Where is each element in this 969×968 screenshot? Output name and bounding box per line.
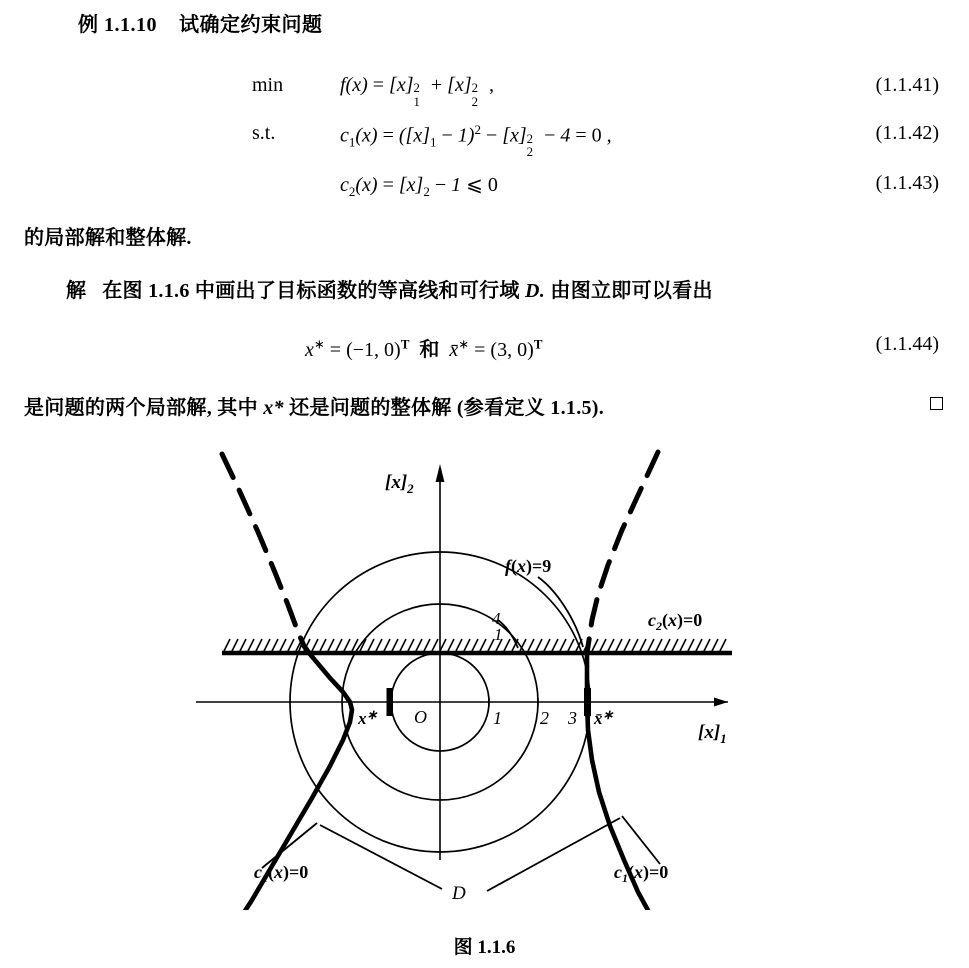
equation-body-1144: x∗ = (−1, 0)$^T$ 和 x̄∗ = (3, 0)$^T$ <box>305 336 543 361</box>
label-c2: $c_2(x)=0$ <box>648 610 703 633</box>
figure-1-1-6 <box>0 440 969 968</box>
example-heading <box>78 8 323 37</box>
equation-tag-1141: (1.1.41) <box>875 74 939 96</box>
label-c1-left: $c_1(x)=0$ <box>254 862 309 885</box>
equation-row-1144 <box>0 333 969 367</box>
constraint-c2-line <box>222 639 732 653</box>
marker-x-star <box>387 688 394 716</box>
solution-label: 解 <box>66 280 87 302</box>
equation-tag-1143: (1.1.43) <box>875 172 939 194</box>
contour-label-1: 1 <box>494 625 503 644</box>
label-feasible-region: D <box>452 883 466 904</box>
equation-body-1142: $c_1(x) = ([x]_1 - 1)^2 - [x]$ 2 2 − 4 = 0 , <box>340 122 612 160</box>
solution-text-a: 在图 1.1.6 中画出了目标函数的等高线和可行域 <box>102 280 520 302</box>
y-axis-label: $[x]_2$ <box>385 472 414 496</box>
body-line-1: 的局部解和整体解. <box>24 227 192 249</box>
solution-text-b: 由图立即可以看出 <box>550 280 713 302</box>
equation-body-1143: $c_2(x) = [x]_2 - 1$ ⩽ 0 <box>340 174 498 199</box>
equation-tag-1144: (1.1.44) <box>875 333 939 355</box>
optimal-solution-symbol: x* <box>263 397 284 419</box>
contour-label-f9: f(x)=9 <box>505 556 552 576</box>
example-number: 1.1.10 <box>104 14 157 36</box>
x-axis-arrow <box>714 698 728 707</box>
feasible-region-symbol: D. <box>525 280 546 302</box>
equation-row-1141 <box>0 74 969 108</box>
leader-D-left <box>320 825 442 889</box>
body-line-3-a: 是问题的两个局部解, 其中 <box>24 397 258 419</box>
body-line-3-b: 还是问题的整体解 (参看定义 1.1.5). <box>289 397 605 419</box>
figure-caption-number: 1.1.6 <box>477 937 516 958</box>
leader-lines <box>262 577 660 891</box>
leader-D-right <box>487 818 620 891</box>
axes <box>196 464 728 860</box>
tick-label-3: 3 <box>568 708 577 728</box>
equation-keyword-st: s.t. <box>252 122 276 144</box>
tick-label-1: 1 <box>493 708 502 728</box>
equation-keyword-min: min <box>252 74 284 96</box>
origin-label: O <box>414 707 427 727</box>
figure-svg <box>0 440 969 940</box>
leader-c1-right <box>622 816 660 864</box>
equation-body-1141: f(x) = [x] 2 1 + [x] 2 2 , <box>340 74 495 109</box>
equation-row-1142 <box>0 122 969 160</box>
contour-label-4: 4 <box>492 609 501 628</box>
x-axis-label: $[x]_1$ <box>698 722 727 746</box>
example-statement: 试确定约束问题 <box>179 14 323 36</box>
example-label: 例 <box>78 14 99 36</box>
qed-symbol <box>930 396 943 413</box>
c1-left-branch-dashed <box>222 454 309 653</box>
y-axis-arrow <box>436 464 445 482</box>
label-c1-right: $c_1(x)=0$ <box>614 862 669 885</box>
label-xbar-star: x̄∗ <box>594 707 614 728</box>
figure-caption-prefix: 图 <box>453 937 473 958</box>
marker-xbar-star <box>584 688 591 716</box>
tick-label-2: 2 <box>540 708 549 728</box>
figure-caption <box>0 932 969 959</box>
body-line-3 <box>24 391 604 420</box>
label-x-star: x∗ <box>358 707 378 728</box>
solution-paragraph <box>66 274 713 303</box>
equation-row-1143 <box>0 172 969 206</box>
equation-tag-1142: (1.1.42) <box>875 122 939 144</box>
